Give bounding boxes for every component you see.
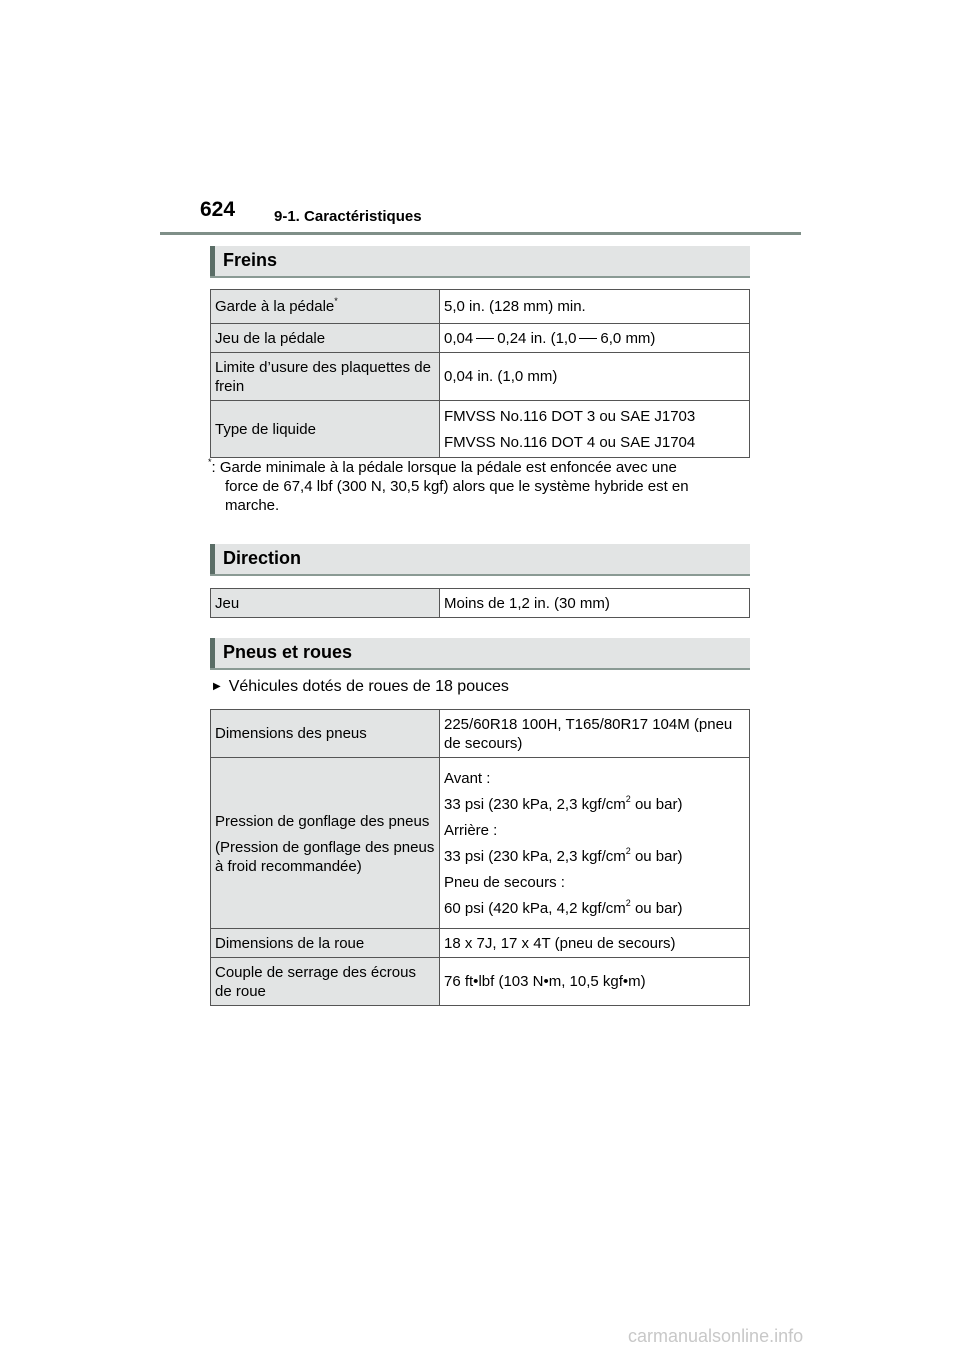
- page-number: 624: [200, 198, 236, 221]
- header-rule: [160, 232, 801, 235]
- section-header-steering: [210, 544, 750, 576]
- section-accent-bar: [210, 246, 215, 276]
- steering-table: [210, 588, 750, 618]
- table-row: [211, 589, 750, 618]
- row-value: 0,04 0,24 in. (1,0 6,0 mm): [440, 324, 750, 353]
- row-label: Garde à la pédale*: [211, 290, 440, 324]
- row-value: Moins de 1,2 in. (30 mm): [440, 589, 750, 618]
- row-value: Avant : 33 psi (230 kPa, 2,3 kgf/$cm^2$ ou bar) Arrière : 33 psi (230 kPa, 2,3 kgf/$cm^2$ ou bar) Pneu de secours : 60 psi (420 kPa, 4,2 kgf/$cm^2$ ou bar): [440, 758, 750, 929]
- table-row: [211, 290, 750, 324]
- table-row: [211, 401, 750, 458]
- row-label: Dimensions de la roue: [211, 929, 440, 958]
- section-title: Pneus et roues: [223, 642, 353, 662]
- chapter-title: 9-1. Caractéristiques: [274, 208, 422, 225]
- brakes-table: [210, 289, 750, 458]
- row-label: Dimensions des pneus: [211, 710, 440, 758]
- table-row: [211, 710, 750, 758]
- section-accent-bar: [210, 638, 215, 668]
- row-value: 225/60R18 100H, T165/80R17 104M (pneu de secours): [440, 710, 750, 758]
- subsection-bullet: ▶ Véhicules dotés de roues de 18 pouces: [213, 678, 509, 695]
- row-value: 18 x 7J, 17 x 4T (pneu de secours): [440, 929, 750, 958]
- section-title: Direction: [223, 548, 302, 568]
- row-label: Jeu de la pédale: [211, 324, 440, 353]
- section-header-tires: [210, 638, 750, 670]
- footnote: *: Garde minimale à la pédale lorsque la pédale est enfoncée avec une force de 67,4 lbf (300 N, 30,5 kgf) alors que le système hybride est en marche.: [208, 457, 689, 514]
- watermark: carmanualsonline.info: [628, 1326, 804, 1346]
- row-value: 76 ft•lbf (103 N•m, 10,5 kgf•m): [440, 958, 750, 1006]
- row-label: Type de liquide: [211, 401, 440, 458]
- row-label: Jeu: [211, 589, 440, 618]
- table-row: [211, 324, 750, 353]
- triangle-bullet-icon: ▶: [213, 681, 221, 692]
- table-row: [211, 929, 750, 958]
- row-value: FMVSS No.116 DOT 3 ou SAE J1703 FMVSS No.116 DOT 4 ou SAE J1704: [440, 401, 750, 458]
- section-accent-bar: [210, 544, 215, 574]
- row-label: Couple de serrage des écrous de roue: [211, 958, 440, 1006]
- table-row: [211, 958, 750, 1006]
- section-header-brakes: [210, 246, 750, 278]
- tires-table: [210, 709, 750, 1006]
- table-row: [211, 758, 750, 929]
- row-value: 5,0 in. (128 mm) min.: [440, 290, 750, 324]
- row-value: 0,04 in. (1,0 mm): [440, 353, 750, 401]
- row-label: Pression de gonflage des pneus (Pression de gonflage des pneus à froid recommandée): [211, 758, 440, 929]
- row-label: Limite d’usure des plaquettes de frein: [211, 353, 440, 401]
- table-row: [211, 353, 750, 401]
- section-title: Freins: [223, 250, 278, 270]
